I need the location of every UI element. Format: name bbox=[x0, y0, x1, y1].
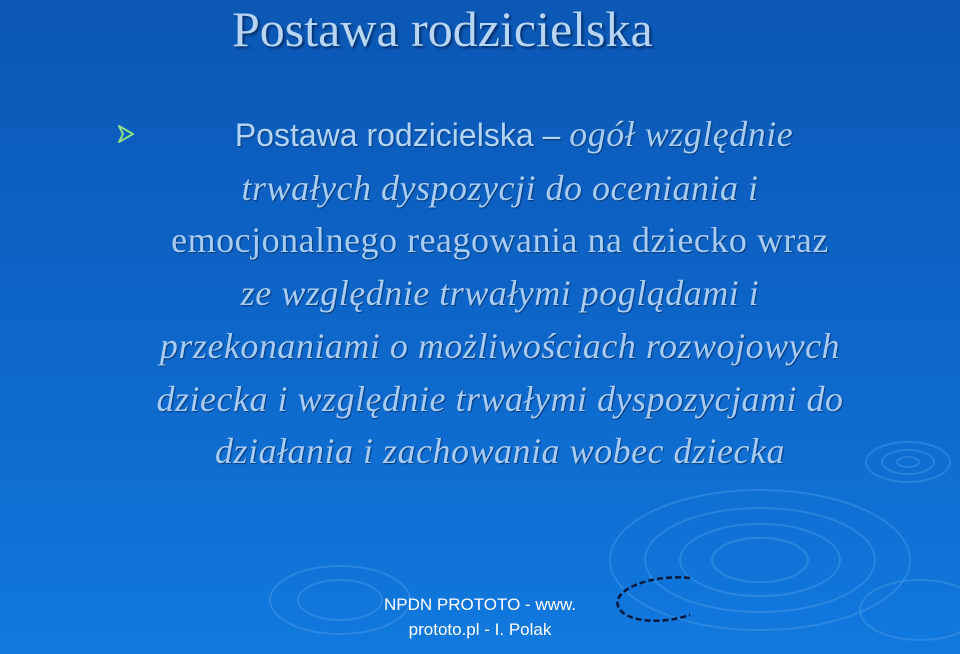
definition-line-3: emocjonalnego reagowania na dziecko wraz bbox=[171, 220, 829, 261]
definition-line-5: przekonaniami o możliwościach rozwojowych bbox=[159, 325, 841, 366]
definition-line-4: ze względnie trwałymi poglądami i bbox=[240, 273, 760, 314]
definition-paragraph bbox=[100, 108, 900, 478]
footer-line-1: NPDN PROTOTO - www. bbox=[383, 595, 577, 614]
lead-term: Postawa rodzicielska bbox=[234, 117, 534, 153]
lead-dash: – bbox=[533, 117, 570, 153]
definition-line-7: działania i zachowania wobec dziecka bbox=[215, 431, 785, 472]
footer-line-2: prototo.pl - I. Polak bbox=[408, 620, 552, 639]
definition-line-1-text: ogół względnie bbox=[569, 114, 794, 154]
slide-title: Postawa rodzicielska bbox=[232, 1, 653, 57]
definition-line-2: trwałych dyspozycji do oceniania i bbox=[241, 167, 759, 208]
definition-line-1 bbox=[100, 108, 900, 162]
definition-line-6: dziecka i względnie trwałymi dyspozycjami do bbox=[156, 378, 844, 419]
slide-footer bbox=[370, 592, 590, 642]
